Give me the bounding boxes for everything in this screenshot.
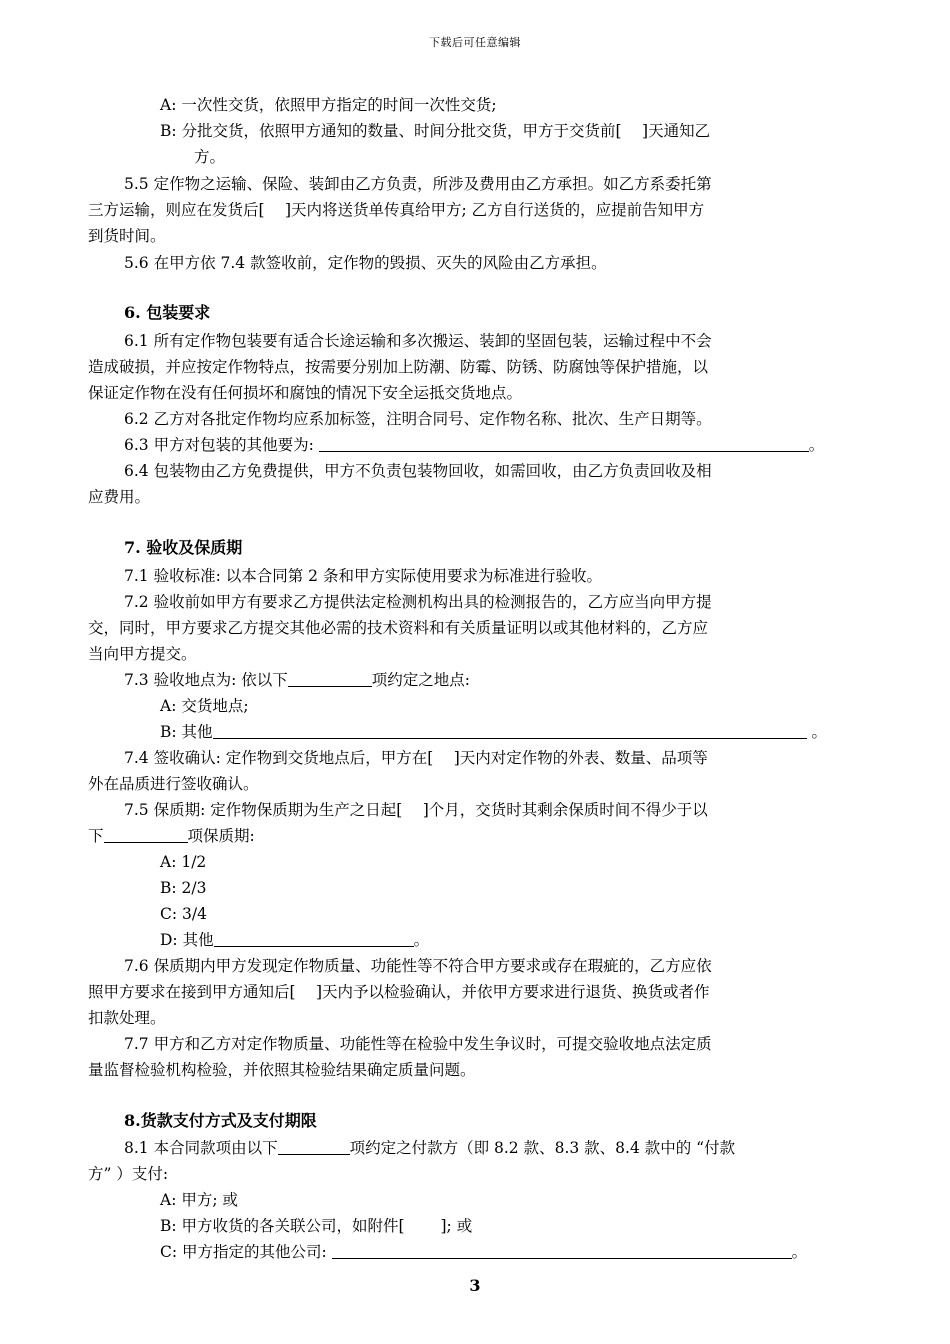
clause-6-1-cont2: 保证定作物在没有任何损坏和腐蚀的情况下安全运抵交货地点。 — [88, 384, 523, 402]
clause-6-1: 6.1 所有定作物包装要有适合长途运输和多次搬运、装卸的坚固包装，运输过程中不会 — [124, 332, 712, 350]
inspection-other-blank[interactable] — [213, 720, 807, 739]
option-b-line: B: 分批交货，依照甲方通知的数量、时间分批交货，甲方于交货前[ ]天通知乙 — [160, 122, 711, 140]
clause-6-4-cont: 应费用。 — [88, 488, 151, 506]
payer-option-c — [160, 1239, 950, 1265]
clause-7-5-end: 项保质期: — [187, 827, 255, 845]
clause-8-1-end: 项约定之付款方（即 8.2 款、8.3 款、8.4 款中的 “付款 — [349, 1139, 736, 1157]
clause-6-1-cont: 造成破损，并应按定作物特点，按需要分别加上防潮、防霉、防锈、防腐蚀等保护措施，以 — [88, 358, 709, 376]
clause-5-5-cont2: 到货时间。 — [88, 227, 166, 245]
payer-option-b: B: 甲方收货的各关联公司，如附件[ ]; 或 — [160, 1217, 473, 1235]
clause-6-4: 6.4 包装物由乙方免费提供，甲方不负责包装物回收，如需回收，由乙方负责回收及相 — [124, 462, 712, 480]
inspection-option-b-label: B: 其他 — [160, 723, 213, 741]
section-7-heading: 7. 验收及保质期 — [124, 538, 243, 557]
section-8-heading: 8.货款支付方式及支付期限 — [124, 1111, 317, 1130]
inspection-option-b-end: 。 — [806, 723, 827, 741]
clause-7-3-label: 7.3 验收地点为: 依以下 — [124, 671, 288, 689]
payer-option-c-end: 。 — [791, 1243, 808, 1261]
clause-7-7: 7.7 甲方和乙方对定作物质量、功能性等在检验中发生争议时，可提交验收地点法定质 — [124, 1035, 712, 1053]
clause-7-6-cont2: 扣款处理。 — [88, 1009, 166, 1027]
packaging-blank[interactable] — [319, 433, 809, 452]
clause-7-5: 7.5 保质期: 定作物保质期为生产之日起[ ]个月，交货时其剩余保质时间不得少于以 — [124, 801, 708, 819]
clause-7-4: 7.4 签收确认: 定作物到交货地点后，甲方在[ ]天内对定作物的外表、数量、品项等 — [124, 749, 708, 767]
warranty-option-b: B: 2/3 — [160, 879, 207, 897]
warranty-option-a: A: 1/2 — [160, 853, 207, 871]
clause-7-4-cont: 外在品质进行签收确认。 — [88, 775, 259, 793]
clause-6-2: 6.2 乙方对各批定作物均应系加标签，注明合同号、定作物名称、批次、生产日期等。 — [124, 410, 712, 428]
clause-7-2-cont2: 当向甲方提交。 — [88, 645, 197, 663]
payer-option-blank[interactable] — [278, 1136, 350, 1155]
warranty-option-d-label: D: 其他 — [160, 931, 214, 949]
warranty-option-d — [160, 927, 950, 953]
option-a-line: A: 一次性交货，依照甲方指定的时间一次性交货; — [160, 96, 497, 114]
clause-8-1-label: 8.1 本合同款项由以下 — [124, 1139, 278, 1157]
page-header: 下载后可任意编辑 — [429, 36, 521, 49]
inspection-option-b — [160, 719, 950, 745]
clause-7-1: 7.1 验收标准: 以本合同第 2 条和甲方实际使用要求为标准进行验收。 — [124, 567, 602, 585]
clause-7-3 — [124, 667, 914, 693]
clause-6-3-label: 6.3 甲方对包装的其他要为: — [124, 436, 319, 454]
clause-7-7-cont: 量监督检验机构检验，并依照其检验结果确定质量问题。 — [88, 1061, 476, 1079]
warranty-other-blank[interactable] — [214, 928, 414, 947]
warranty-option-c: C: 3/4 — [160, 905, 207, 923]
payer-option-c-label: C: 甲方指定的其他公司: — [160, 1243, 332, 1261]
clause-5-5: 5.5 定作物之运输、保险、装卸由乙方负责，所涉及费用由乙方承担。如乙方系委托第 — [124, 175, 712, 193]
payer-option-a: A: 甲方; 或 — [160, 1191, 238, 1209]
clause-8-1-cont: 方” ）支付: — [88, 1165, 169, 1183]
clause-7-6-cont: 照甲方要求在接到甲方通知后[ ]天内予以检验确认，并依甲方要求进行退货、换货或者作 — [88, 983, 710, 1001]
inspection-option-a: A: 交货地点; — [160, 697, 249, 715]
page-number: 3 — [469, 1276, 481, 1295]
option-b-cont: 方。 — [194, 148, 226, 166]
clause-6-3 — [124, 432, 914, 458]
clause-7-2: 7.2 验收前如甲方有要求乙方提供法定检测机构出具的检测报告的，乙方应当向甲方提 — [124, 593, 712, 611]
clause-6-3-end: 。 — [808, 436, 825, 454]
clause-7-5-prefix: 下 — [88, 827, 104, 845]
clause-7-5-cont — [88, 823, 878, 849]
clause-5-6: 5.6 在甲方依 7.4 款签收前，定作物的毁损、灭失的风险由乙方承担。 — [124, 254, 607, 272]
warranty-option-d-end: 。 — [413, 931, 430, 949]
warranty-option-blank[interactable] — [104, 824, 188, 843]
clause-7-2-cont: 交，同时，甲方要求乙方提交其他必需的技术资料和有关质量证明以或其他材料的，乙方应 — [88, 619, 709, 637]
clause-8-1 — [124, 1135, 914, 1161]
clause-7-3-end: 项约定之地点: — [371, 671, 470, 689]
clause-5-5-cont: 三方运输，则应在发货后[ ]天内将送货单传真给甲方; 乙方自行送货的，应提前告知甲方 — [88, 201, 705, 219]
section-6-heading: 6. 包装要求 — [124, 303, 211, 322]
clause-7-6: 7.6 保质期内甲方发现定作物质量、功能性等不符合甲方要求或存在瑕疵的，乙方应依 — [124, 957, 712, 975]
payer-other-blank[interactable] — [332, 1240, 792, 1259]
inspection-option-blank[interactable] — [288, 668, 372, 687]
